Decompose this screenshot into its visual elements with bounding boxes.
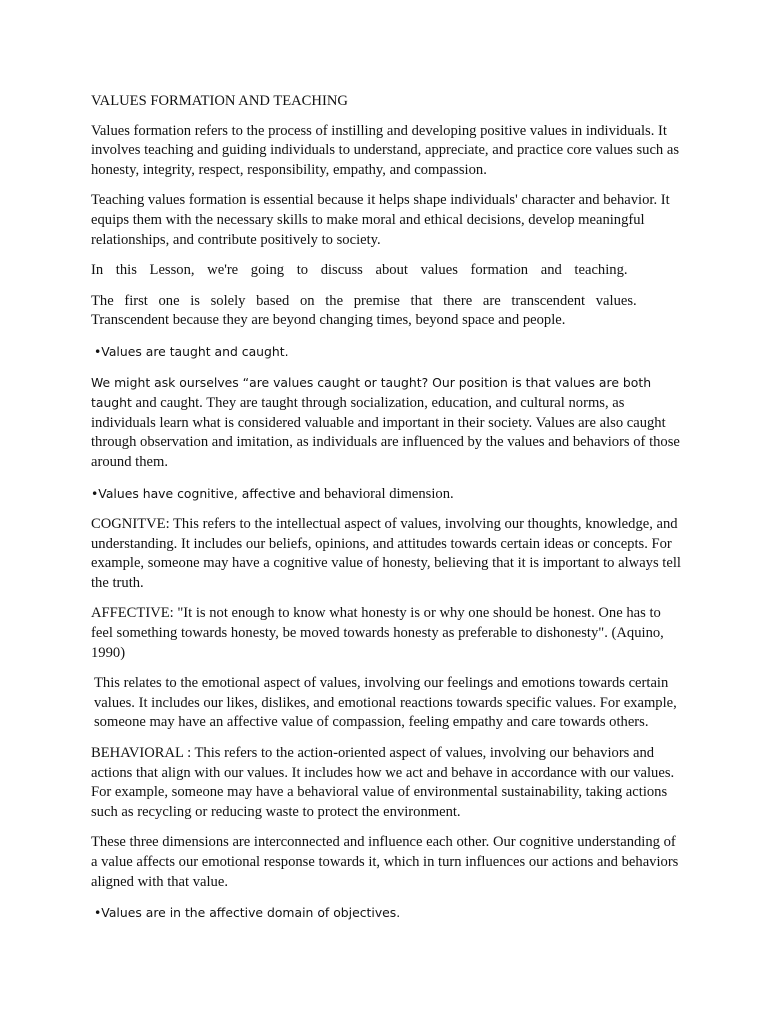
bullet-taught-and-caught: •Values are taught and caught. — [94, 343, 289, 359]
paragraph-caught-or-taught — [91, 373, 683, 473]
bullet-dimensions-start: •Values have cognitive, affective — [91, 485, 296, 501]
paragraph-cognitive: COGNITVE: This refers to the intellectual aspect of values, involving our thoughts, knowledge, and understanding. It includes our beliefs, opinions, and attitudes towards certain ideas or concepts. For example, someone may have a cognitive value of honesty, believing that it is important to always tell the truth. — [91, 516, 681, 591]
paragraph-values-formation: Values formation refers to the process of instilling and developing positive values in individuals. It involves teaching and guiding individuals to understand, appreciate, and practice core values such as honesty, integrity, respect, responsibility, empathy, and compassion. — [91, 122, 680, 178]
caught-taught-explanation: and caught. They are taught through socialization, education, and cultural norms, as individuals learn what is considered valuable and important in their society. Values are also caught through observation and imitation, as individuals are influenced by the values and behaviors of those around them. — [91, 395, 680, 470]
bullet-dimensions-end: and behavioral dimension. — [299, 485, 454, 502]
paragraph-affective-quote: AFFECTIVE: "It is not enough to know what honesty is or why one should be honest. One has to feel something towards honesty, be moved towards honesty as preferable to dishonesty". (Aquino, 1990) — [91, 605, 664, 661]
paragraph-behavioral: BEHAVIORAL : This refers to the action-oriented aspect of values, involving our behaviors and actions that align with our values. It includes how we act and behave in accordance with our values. For example, someone may have a behavioral value of environmental sustainability, taking actions such as recycling or reducing waste to protect the environment. — [91, 745, 675, 820]
bullet-affective-domain: •Values are in the affective domain of objectives. — [94, 905, 401, 921]
paragraph-lesson-intro: In this Lesson, we're going to discuss about values formation and teaching. — [91, 262, 628, 279]
transcendent-line-1: The first one is solely based on the premise that there are transcendent values. — [91, 292, 637, 309]
paragraph-interconnected: These three dimensions are interconnected and influence each other. Our cognitive understanding of a value affects our emotional response towards it, which in turn influences our actions and behaviors aligned with that value. — [91, 834, 679, 890]
caught-taught-question: We might ask ourselves “are values caught or taught? Our position is that values are both taught — [91, 374, 652, 411]
document-body — [91, 92, 683, 934]
transcendent-line-2: Transcendent because they are beyond changing times, beyond space and people. — [91, 312, 566, 329]
paragraph-teaching-values: Teaching values formation is essential because it helps shape individuals' character and behavior. It equips them with the necessary skills to make moral and ethical decisions, develop meaningful relationships, and contribute positively to society. — [91, 192, 670, 248]
paragraph-transcendent-values — [91, 292, 683, 331]
document-title: VALUES FORMATION AND TEACHING — [91, 93, 348, 109]
bullet-dimensions — [91, 484, 683, 505]
paragraph-affective-detail: This relates to the emotional aspect of values, involving our feelings and emotions towards certain values. It includes our likes, dislikes, and emotional reactions towards specific values. For example, someone may have an affective value of compassion, feeling empathy and care towards others. — [94, 675, 677, 731]
